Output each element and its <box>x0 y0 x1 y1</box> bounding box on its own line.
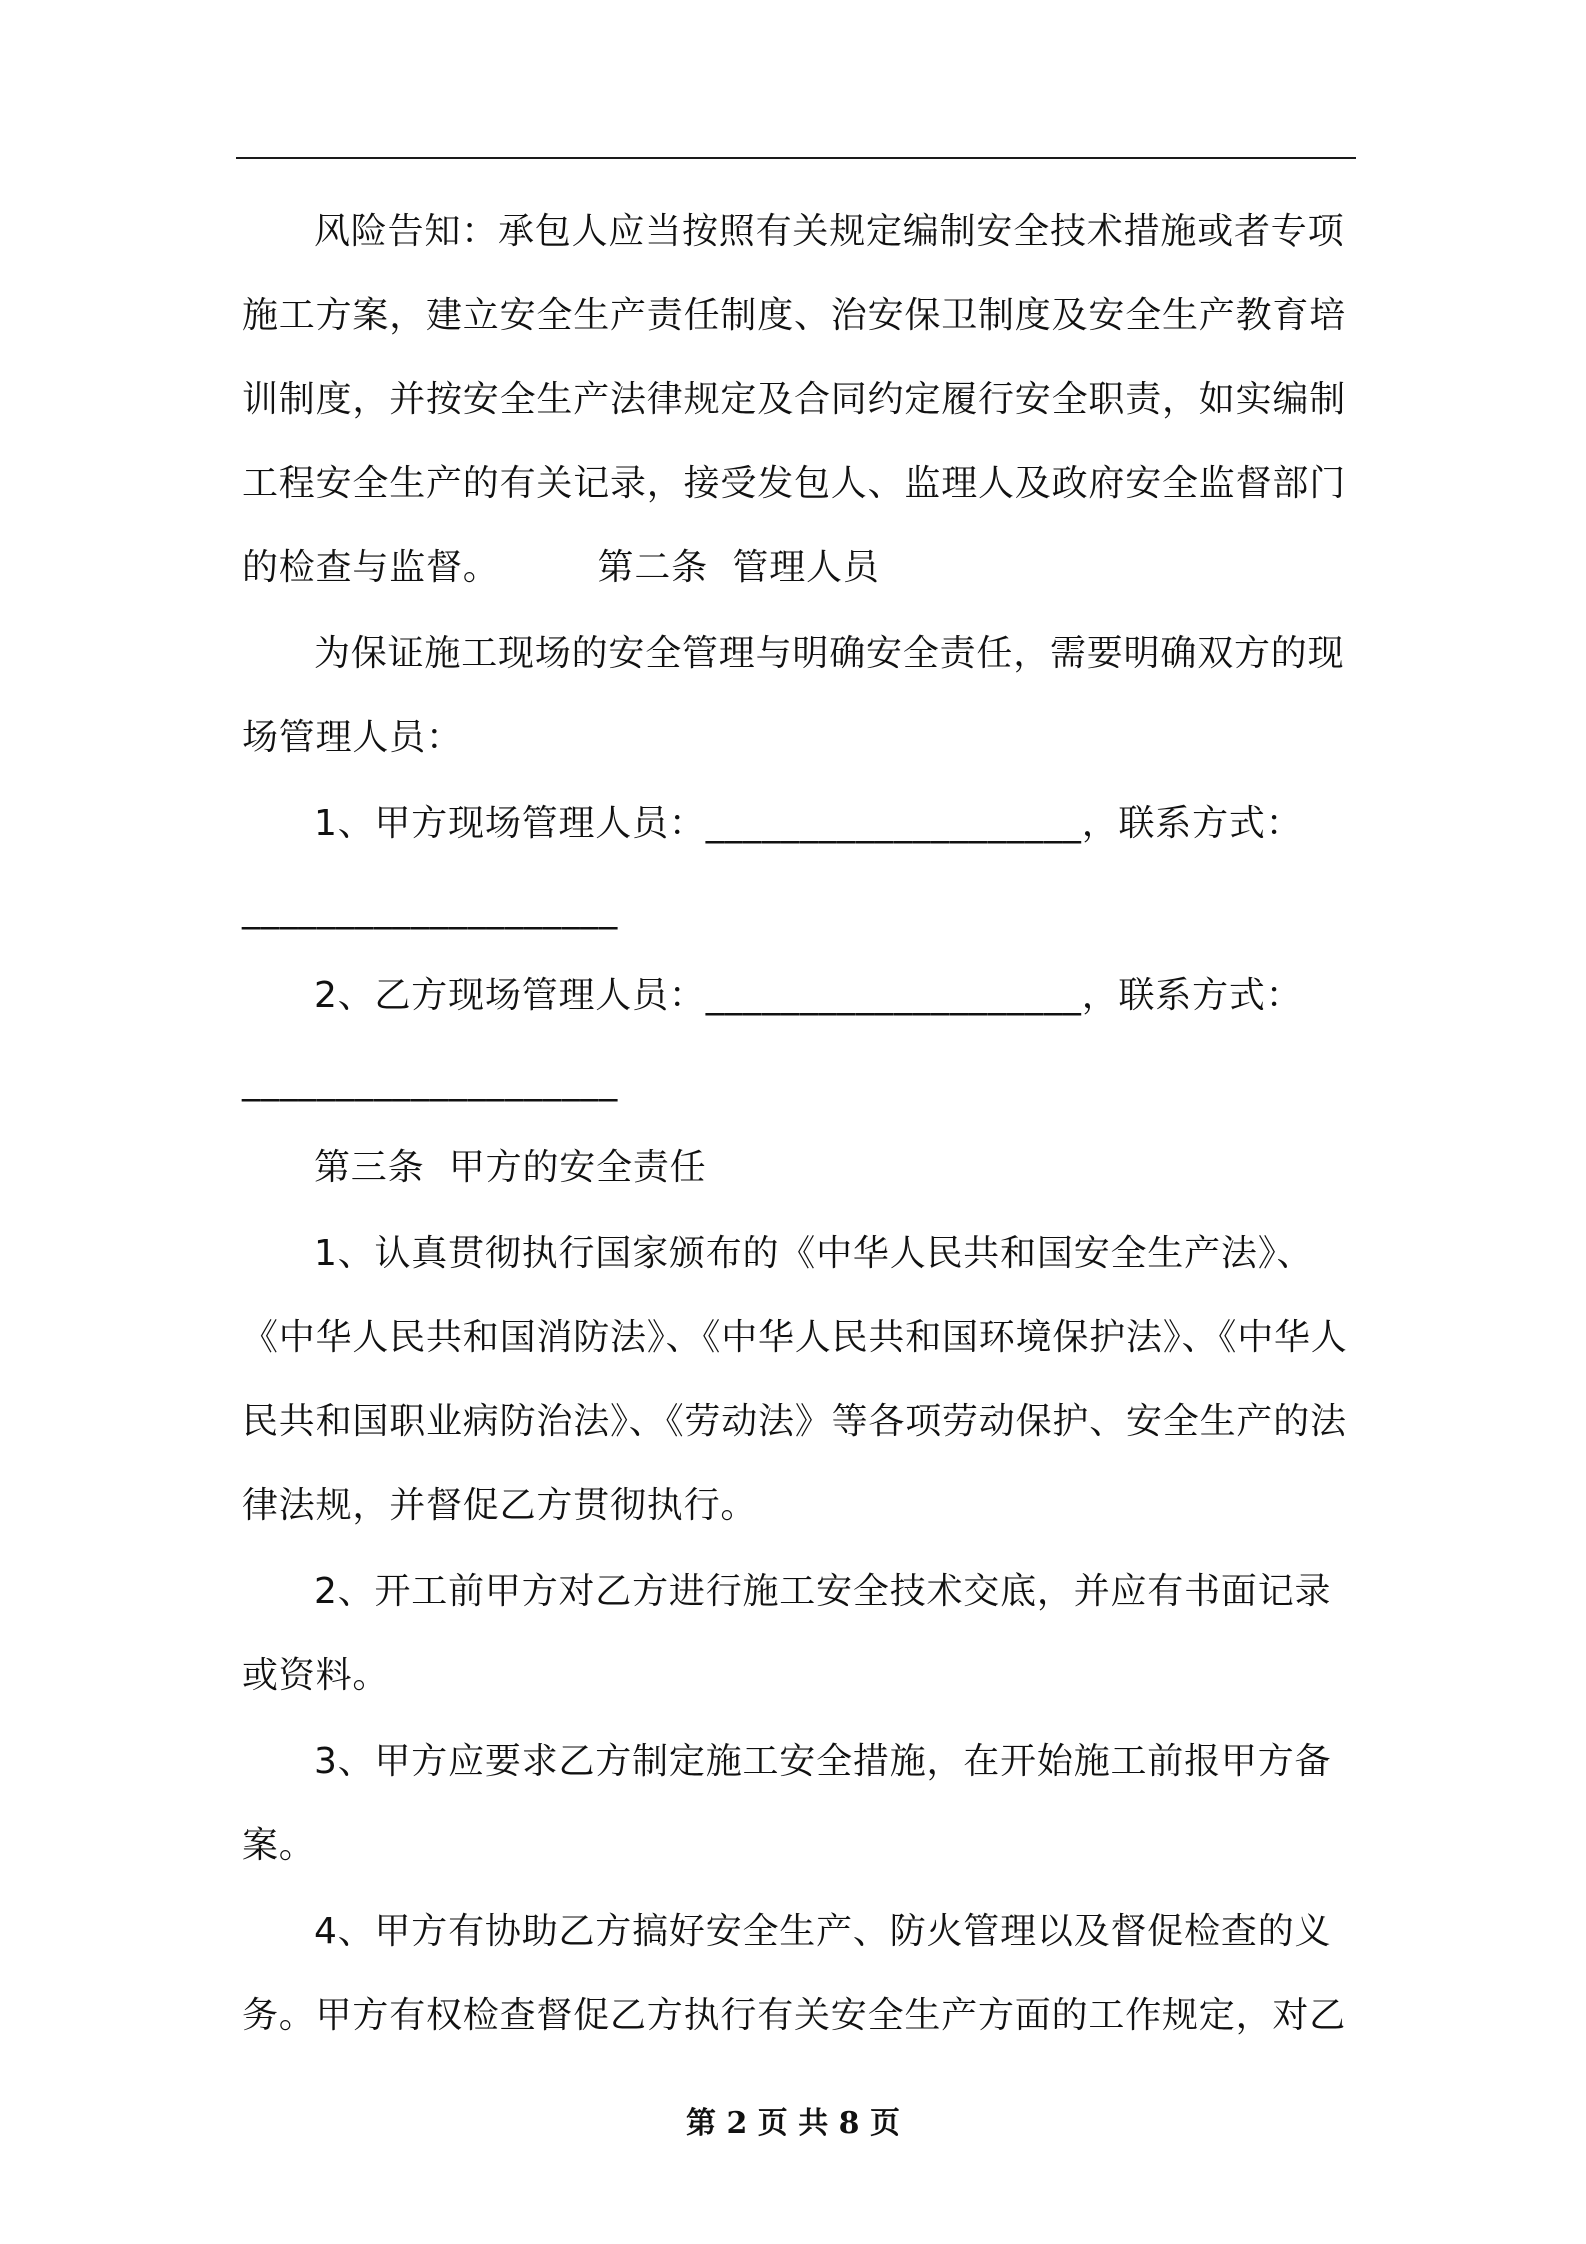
paragraph-item-2: 2、开工前甲方对乙方进行施工安全技术交底，并应有书面记录或资料。 <box>242 1571 1332 1696</box>
paragraph-item-1: 1、认真贯彻执行国家颁布的《中华人民共和国安全生产法》、《中华人民共和国消防法》、《中华人民共和国环境保护法》、《中华人民共和国职业病防治法》、《劳动法》等各项劳动保护、安全生产的法律法规，并督促乙方贯彻执行。 <box>242 1233 1348 1526</box>
party-b-contact-blank: ____________________ <box>242 1061 618 1102</box>
section-heading-article-3: 第三条 甲方的安全责任 <box>314 1147 707 1188</box>
party-a-contact-blank: ____________________ <box>242 889 618 930</box>
header-rule <box>236 157 1356 159</box>
page-number: 第 2 页 共 8 页 <box>686 2106 900 2141</box>
paragraph-management-intro: 为保证施工现场的安全管理与明确安全责任，需要明确双方的现场管理人员： <box>242 633 1345 758</box>
paragraph-party-b-manager: 2、乙方现场管理人员：____________________，联系方式： <box>314 975 1303 1016</box>
paragraph-item-4: 4、甲方有协助乙方搞好安全生产、防火管理以及督促检查的义务。甲方有权检查督促乙方执行有关安全生产方面的工作规定，对乙 <box>242 1911 1347 2036</box>
document-body <box>242 190 1356 2060</box>
paragraph-party-a-manager: 1、甲方现场管理人员：____________________，联系方式： <box>314 803 1303 844</box>
paragraph-item-3: 3、甲方应要求乙方制定施工安全措施，在开始施工前报甲方备案。 <box>242 1741 1332 1866</box>
paragraph-risk-notice: 风险告知：承包人应当按照有关规定编制安全技术措施或者专项施工方案，建立安全生产责任制度、治安保卫制度及安全生产教育培训制度，并按安全生产法律规定及合同约定履行安全职责，如实编制工程安全生产的有关记录，接受发包人、监理人及政府安全监督部门的检查与监督。 第二条 管理人员 <box>242 211 1347 588</box>
